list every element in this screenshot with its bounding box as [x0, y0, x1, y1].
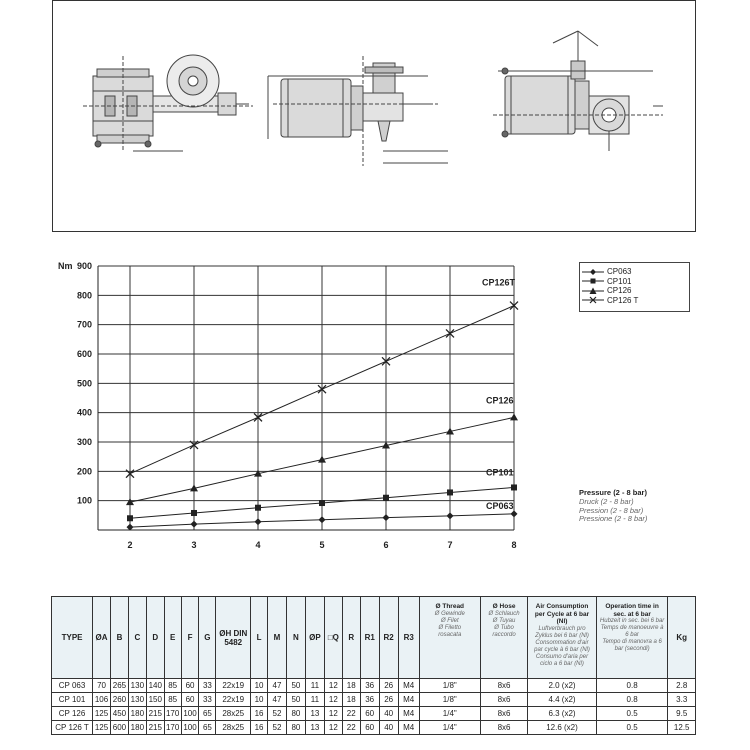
- square-marker-icon: [582, 277, 604, 285]
- drawing-svg: [53, 1, 697, 233]
- table-cell: 22: [342, 721, 360, 735]
- rear-view: [493, 31, 663, 151]
- pressure-label-de: Druck (2 - 8 bar): [579, 496, 634, 506]
- table-cell: 85: [164, 679, 181, 693]
- y-tick-label: 400: [76, 407, 92, 418]
- table-cell: 450: [111, 707, 129, 721]
- legend-item-cp126: [582, 286, 689, 296]
- front-view: [83, 55, 253, 151]
- table-cell: 4.4 (x2): [528, 693, 597, 707]
- y-tick-label: 500: [76, 378, 92, 389]
- table-cell: 26: [379, 679, 398, 693]
- legend-item-cp126t: [582, 296, 689, 306]
- y-tick-label: 600: [76, 349, 92, 359]
- col-header: ØH DIN 5482: [216, 597, 251, 679]
- series-annotation: CP101: [486, 467, 514, 478]
- col-header: F: [181, 597, 199, 679]
- table-cell: 9.5: [668, 707, 696, 721]
- x-tick-label: 4: [255, 540, 261, 550]
- pressure-caption: [579, 489, 647, 524]
- x-tick-label: 8: [511, 540, 517, 550]
- hose-header-sub: Ø Schlauch Ø Tuyau Ø Tubo raccordo: [488, 610, 520, 638]
- data-point: [510, 413, 518, 420]
- col-header: TYPE: [52, 597, 93, 679]
- table-cell: 0.8: [596, 693, 668, 707]
- table-cell: 125: [93, 721, 111, 735]
- table-cell: 170: [164, 707, 181, 721]
- col-header: B: [111, 597, 129, 679]
- table-cell: 12.6 (x2): [528, 721, 597, 735]
- y-tick-label: 100: [76, 495, 92, 506]
- air-header: [528, 597, 597, 679]
- x-tick-label: 6: [383, 540, 389, 550]
- table-cell: 65: [199, 721, 216, 735]
- table-cell: 2.8: [668, 679, 696, 693]
- air-header-main: Air Consumption per Cycle at 6 bar (Nl): [534, 603, 590, 625]
- table-cell: 6.3 (x2): [528, 707, 597, 721]
- table-cell: 60: [181, 693, 199, 707]
- col-header: ØP: [305, 597, 324, 679]
- table-cell: 2.0 (x2): [528, 679, 597, 693]
- table-cell: CP 126: [52, 707, 93, 721]
- table-row: [52, 707, 696, 721]
- table-row: [52, 679, 696, 693]
- table-cell: 150: [146, 693, 164, 707]
- table-cell: 1/8": [419, 693, 480, 707]
- col-header: R3: [398, 597, 419, 679]
- table-cell: 1/4": [419, 721, 480, 735]
- technical-drawing: [52, 0, 696, 232]
- table-cell: 22x19: [216, 679, 251, 693]
- table-cell: 8x6: [480, 679, 527, 693]
- col-header: L: [251, 597, 268, 679]
- legend-label: CP063: [607, 267, 632, 276]
- table-cell: M4: [398, 693, 419, 707]
- legend-label: CP126 T: [607, 295, 639, 305]
- table-cell: 265: [111, 679, 129, 693]
- pressure-label-main: Pressure (2 - 8 bar): [579, 488, 647, 497]
- table-cell: 170: [164, 721, 181, 735]
- col-header: D: [146, 597, 164, 679]
- table-cell: 52: [267, 721, 286, 735]
- table-cell: 22: [342, 707, 360, 721]
- thread-header: [419, 597, 480, 679]
- table-header-row: [52, 597, 696, 679]
- data-point: [319, 500, 325, 506]
- cross-marker-icon: [582, 296, 604, 304]
- table-cell: M4: [398, 721, 419, 735]
- col-header: R1: [360, 597, 379, 679]
- x-tick-label: 2: [127, 540, 133, 550]
- optime-header: [596, 597, 668, 679]
- data-point: [511, 510, 518, 517]
- table-cell: 33: [199, 679, 216, 693]
- table-cell: 40: [379, 707, 398, 721]
- table-cell: 125: [93, 707, 111, 721]
- col-header: G: [199, 597, 216, 679]
- y-tick-label: 300: [76, 437, 92, 447]
- table-cell: 1/8": [419, 679, 480, 693]
- table-cell: 12.5: [668, 721, 696, 735]
- data-point: [511, 484, 517, 490]
- table-cell: 140: [146, 679, 164, 693]
- y-tick-label: 800: [76, 290, 92, 301]
- table-cell: 70: [93, 679, 111, 693]
- table-cell: M4: [398, 679, 419, 693]
- y-tick-label: 200: [76, 466, 92, 477]
- table-cell: 100: [181, 721, 199, 735]
- table-cell: 10: [251, 679, 268, 693]
- pressure-label-it: Pressione (2 - 8 bar): [579, 514, 648, 524]
- data-point: [383, 495, 389, 501]
- triangle-marker-icon: [582, 287, 604, 295]
- col-header: Kg: [668, 597, 696, 679]
- table-cell: 10: [251, 693, 268, 707]
- table-cell: CP 101: [52, 693, 93, 707]
- table-cell: CP 063: [52, 679, 93, 693]
- table-cell: 100: [181, 707, 199, 721]
- col-header: □Q: [324, 597, 342, 679]
- table-cell: 36: [360, 679, 379, 693]
- table-cell: 8x6: [480, 693, 527, 707]
- table-cell: 8x6: [480, 707, 527, 721]
- table-cell: 11: [305, 693, 324, 707]
- legend-item-cp063: [582, 267, 689, 277]
- table-cell: 12: [324, 693, 342, 707]
- y-tick-label: 900: [76, 261, 92, 271]
- y-axis-label: Nm: [58, 261, 73, 271]
- table-cell: 60: [360, 721, 379, 735]
- table-cell: 16: [251, 707, 268, 721]
- table-cell: 50: [286, 679, 305, 693]
- table-cell: 60: [181, 679, 199, 693]
- table-cell: 80: [286, 707, 305, 721]
- series-annotation: CP126T: [482, 277, 516, 288]
- table-cell: 260: [111, 693, 129, 707]
- table-cell: 65: [199, 707, 216, 721]
- side-view: [268, 56, 448, 166]
- col-header: C: [128, 597, 146, 679]
- series-annotation: CP126: [486, 395, 514, 406]
- table-cell: 215: [146, 707, 164, 721]
- table-row: [52, 693, 696, 707]
- table-cell: 47: [267, 679, 286, 693]
- series-annotation: CP063: [486, 500, 514, 511]
- table-cell: 18: [342, 679, 360, 693]
- table-cell: 3.3: [668, 693, 696, 707]
- table-cell: 0.5: [596, 721, 668, 735]
- table-cell: 28x25: [216, 707, 251, 721]
- table-cell: 130: [128, 679, 146, 693]
- data-point: [447, 512, 454, 519]
- table-cell: M4: [398, 707, 419, 721]
- table-cell: 180: [128, 707, 146, 721]
- table-cell: 18: [342, 693, 360, 707]
- hose-header: [480, 597, 527, 679]
- diamond-marker-icon: [582, 268, 604, 276]
- data-point: [191, 521, 198, 528]
- data-point: [255, 518, 262, 525]
- table-cell: 16: [251, 721, 268, 735]
- table-cell: 11: [305, 679, 324, 693]
- table-cell: 28x25: [216, 721, 251, 735]
- chart-legend: [579, 262, 690, 312]
- table-cell: 215: [146, 721, 164, 735]
- table-row: [52, 721, 696, 735]
- col-header: M: [267, 597, 286, 679]
- table-cell: 0.5: [596, 707, 668, 721]
- x-tick-label: 3: [191, 540, 197, 550]
- table-cell: 33: [199, 693, 216, 707]
- table-cell: 60: [360, 707, 379, 721]
- col-header: E: [164, 597, 181, 679]
- table-cell: 26: [379, 693, 398, 707]
- x-tick-label: 5: [319, 540, 325, 550]
- table-cell: 130: [128, 693, 146, 707]
- data-point: [319, 516, 326, 523]
- hose-header-main: Ø Hose: [492, 603, 516, 610]
- table-cell: 22x19: [216, 693, 251, 707]
- table-cell: 106: [93, 693, 111, 707]
- thread-header-sub: Ø Gewinde Ø Filet Ø Filetto rosacata: [434, 610, 465, 638]
- table-body: [52, 679, 696, 735]
- legend-item-cp101: [582, 277, 689, 287]
- table-cell: 12: [324, 679, 342, 693]
- table-cell: 40: [379, 721, 398, 735]
- optime-header-sub: Hubzeit in sec. bei 6 bar Temps de manoeuvre à 6 bar Tempo di manovra a 6 bar (secondi): [599, 618, 665, 652]
- table-cell: 180: [128, 721, 146, 735]
- optime-header-main: Operation time in sec. at 6 bar: [605, 603, 659, 618]
- table-cell: 52: [267, 707, 286, 721]
- table-cell: 47: [267, 693, 286, 707]
- table-cell: 50: [286, 693, 305, 707]
- spec-table: [51, 596, 696, 735]
- table-cell: 13: [305, 707, 324, 721]
- air-header-sub: Luftverbrauch pro Zyklus bei 6 bar (Nl) Consommation d'air par cycle à 6 bar (Nl) Consumo d'aria per ciclo a 6 bar (Nl): [534, 625, 590, 667]
- table-cell: 600: [111, 721, 129, 735]
- thread-header-main: Ø Thread: [435, 603, 465, 610]
- x-tick-label: 7: [447, 540, 453, 550]
- col-header: R: [342, 597, 360, 679]
- pressure-label-fr: Pression (2 - 8 bar): [579, 505, 644, 515]
- data-point: [383, 514, 390, 521]
- table-cell: 85: [164, 693, 181, 707]
- data-point: [255, 505, 261, 511]
- legend-label: CP101: [607, 276, 632, 286]
- y-tick-label: 700: [76, 319, 92, 330]
- data-point: [447, 489, 453, 495]
- col-header: N: [286, 597, 305, 679]
- table-cell: 1/4": [419, 707, 480, 721]
- col-header: R2: [379, 597, 398, 679]
- data-point: [191, 510, 197, 516]
- table-cell: 13: [305, 721, 324, 735]
- table-cell: 12: [324, 721, 342, 735]
- table-cell: 80: [286, 721, 305, 735]
- table-cell: CP 126 T: [52, 721, 93, 735]
- legend-label: CP126: [607, 286, 632, 295]
- col-header: ØA: [93, 597, 111, 679]
- table-cell: 8x6: [480, 721, 527, 735]
- table-cell: 36: [360, 693, 379, 707]
- table-cell: 0.8: [596, 679, 668, 693]
- table-cell: 12: [324, 707, 342, 721]
- data-point: [127, 515, 133, 521]
